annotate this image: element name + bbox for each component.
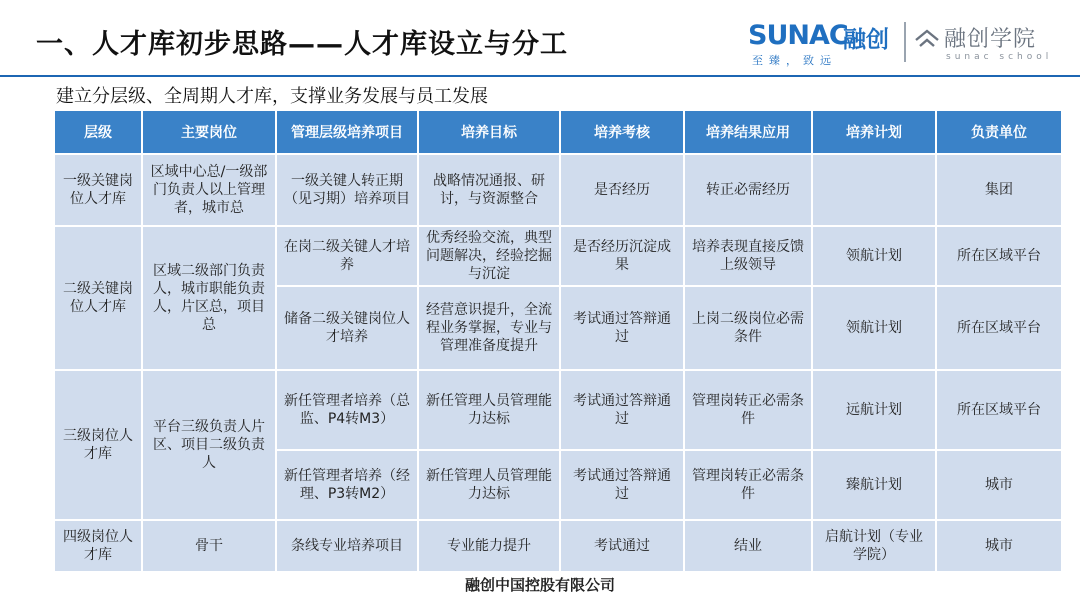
talent-pool-table bbox=[53, 109, 1063, 573]
project-cell: 储备二级关键岗位人才培养 bbox=[276, 286, 418, 370]
assessment-cell: 是否经历沉淀成果 bbox=[560, 226, 684, 286]
application-cell: 上岗二级岗位必需条件 bbox=[684, 286, 812, 370]
plan-cell bbox=[812, 154, 936, 226]
unit-cell: 所在区域平台 bbox=[936, 286, 1062, 370]
level-cell: 三级岗位人才库 bbox=[54, 370, 142, 520]
unit-cell: 所在区域平台 bbox=[936, 226, 1062, 286]
application-cell: 管理岗转正必需条件 bbox=[684, 450, 812, 520]
header-application: 培养结果应用 bbox=[684, 110, 812, 154]
plan-cell: 远航计划 bbox=[812, 370, 936, 450]
plan-cell: 领航计划 bbox=[812, 286, 936, 370]
goal-cell: 新任管理人员管理能力达标 bbox=[418, 370, 560, 450]
assessment-cell: 考试通过 bbox=[560, 520, 684, 572]
goal-cell: 经营意识提升，全流程业务掌握，专业与管理准备度提升 bbox=[418, 286, 560, 370]
assessment-cell: 考试通过答辩通过 bbox=[560, 450, 684, 520]
plan-cell: 臻航计划 bbox=[812, 450, 936, 520]
table-row bbox=[54, 520, 1062, 572]
application-cell: 管理岗转正必需条件 bbox=[684, 370, 812, 450]
rongchuang-wordmark: 融创 bbox=[843, 27, 889, 53]
table-row bbox=[54, 154, 1062, 226]
project-cell: 新任管理者培养（总监、P4转M3） bbox=[276, 370, 418, 450]
level-cell: 四级岗位人才库 bbox=[54, 520, 142, 572]
company-logo bbox=[748, 18, 1068, 66]
application-cell: 转正必需经历 bbox=[684, 154, 812, 226]
header-project: 管理层级培养项目 bbox=[276, 110, 418, 154]
assessment-cell: 是否经历 bbox=[560, 154, 684, 226]
table-row bbox=[54, 226, 1062, 286]
positions-cell: 区域中心总/一级部门负责人以上管理者，城市总 bbox=[142, 154, 276, 226]
unit-cell: 城市 bbox=[936, 450, 1062, 520]
page-title: 一、人才库初步思路——人才库设立与分工 bbox=[36, 29, 568, 60]
table-row bbox=[54, 370, 1062, 450]
academy-english-name: sunac school bbox=[946, 52, 1053, 62]
application-cell: 结业 bbox=[684, 520, 812, 572]
footer-company-name: 融创中国控股有限公司 bbox=[464, 576, 615, 594]
header-assessment: 培养考核 bbox=[560, 110, 684, 154]
logo-slogan: 至臻，致远 bbox=[752, 54, 837, 67]
application-cell: 培养表现直接反馈上级领导 bbox=[684, 226, 812, 286]
positions-cell: 平台三级负责人片区、项目二级负责人 bbox=[142, 370, 276, 520]
plan-cell: 启航计划（专业学院） bbox=[812, 520, 936, 572]
table-header-row bbox=[54, 110, 1062, 154]
unit-cell: 所在区域平台 bbox=[936, 370, 1062, 450]
assessment-cell: 考试通过答辩通过 bbox=[560, 286, 684, 370]
assessment-cell: 考试通过答辩通过 bbox=[560, 370, 684, 450]
positions-cell: 骨干 bbox=[142, 520, 276, 572]
sunac-wordmark: SUNAC bbox=[748, 20, 848, 51]
goal-cell: 优秀经验交流，典型问题解决，经验挖掘与沉淀 bbox=[418, 226, 560, 286]
positions-cell: 区域二级部门负责人，城市职能负责人，片区总，项目总 bbox=[142, 226, 276, 370]
goal-cell: 新任管理人员管理能力达标 bbox=[418, 450, 560, 520]
academy-wordmark: 融创学院 bbox=[944, 27, 1037, 52]
unit-cell: 集团 bbox=[936, 154, 1062, 226]
goal-cell: 战略情况通报、研讨，与资源整合 bbox=[418, 154, 560, 226]
page-subtitle: 建立分层级、全周期人才库，支撑业务发展与员工发展 bbox=[56, 86, 488, 107]
level-cell: 一级关键岗位人才库 bbox=[54, 154, 142, 226]
header-unit: 负责单位 bbox=[936, 110, 1062, 154]
header-plan: 培养计划 bbox=[812, 110, 936, 154]
academy-roof-icon bbox=[914, 26, 940, 52]
unit-cell: 城市 bbox=[936, 520, 1062, 572]
header-goal: 培养目标 bbox=[418, 110, 560, 154]
level-cell: 二级关键岗位人才库 bbox=[54, 226, 142, 370]
project-cell: 新任管理者培养（经理、P3转M2） bbox=[276, 450, 418, 520]
project-cell: 一级关键人转正期（见习期）培养项目 bbox=[276, 154, 418, 226]
logo-divider bbox=[904, 22, 906, 62]
project-cell: 条线专业培养项目 bbox=[276, 520, 418, 572]
header-divider bbox=[0, 75, 1080, 77]
project-cell: 在岗二级关键人才培养 bbox=[276, 226, 418, 286]
header-level: 层级 bbox=[54, 110, 142, 154]
header-positions: 主要岗位 bbox=[142, 110, 276, 154]
goal-cell: 专业能力提升 bbox=[418, 520, 560, 572]
plan-cell: 领航计划 bbox=[812, 226, 936, 286]
